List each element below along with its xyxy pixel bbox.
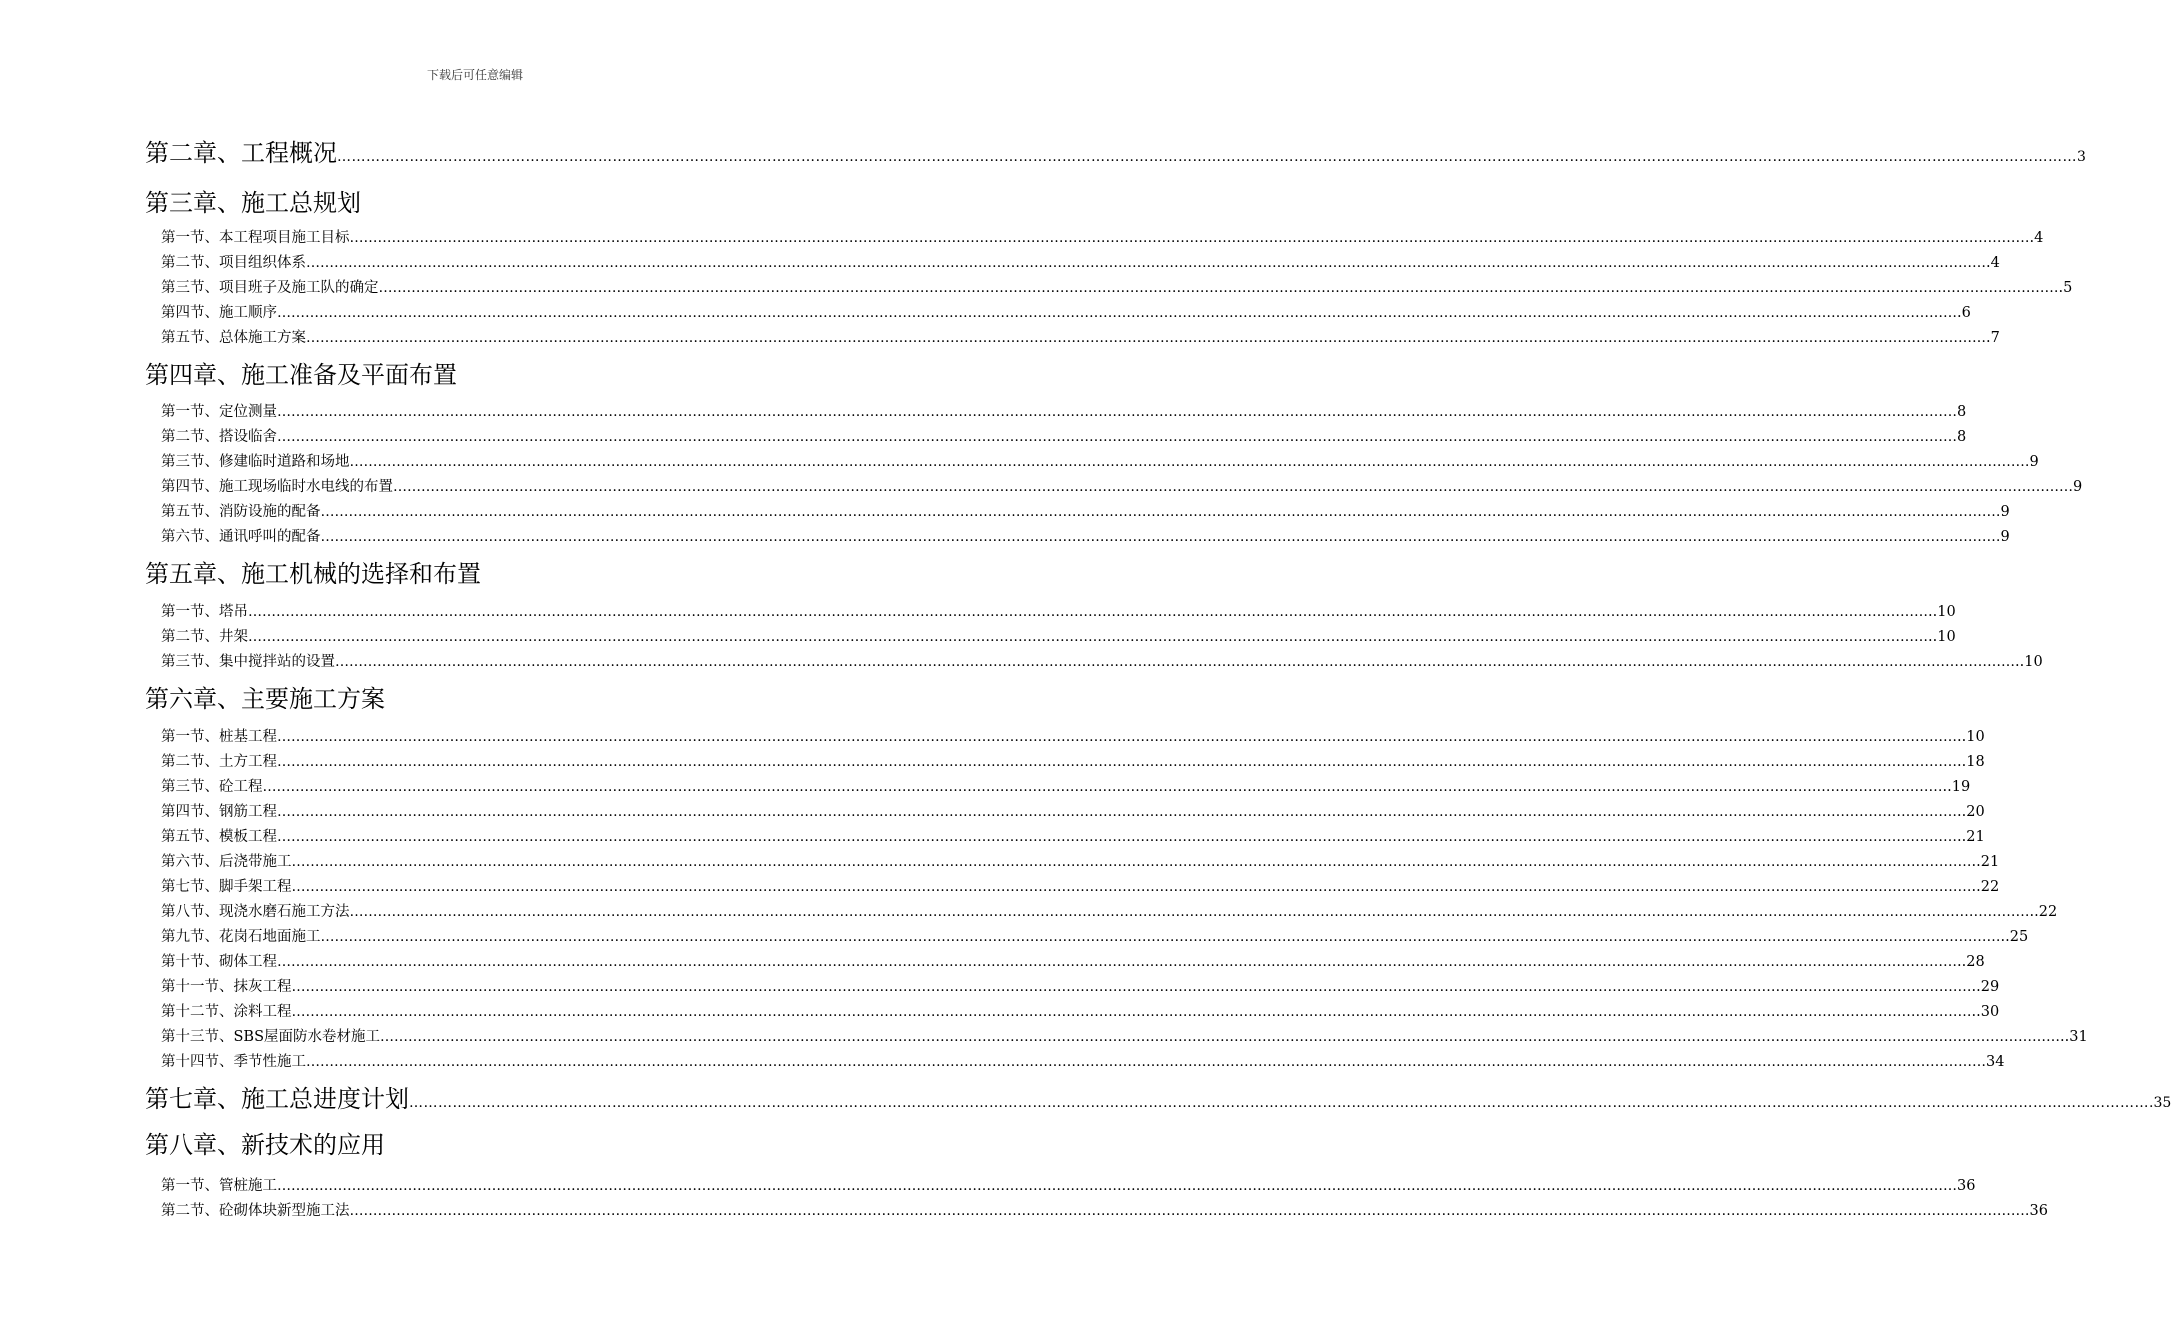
- dot-leader: ………………………………………………………………………………………………………………………………………………………………………………………………………………………………………………………………………………………………………………………………: [277, 829, 1957, 845]
- toc-section-entry[interactable]: [161, 901, 2058, 923]
- section-title: 第四节、施工顺序: [161, 305, 277, 321]
- page-number: 8: [1957, 429, 1967, 445]
- dot-leader: ………………………………………………………………………………………………………………………………………………………………………………………………………………………………………………………………………………………………………………………………: [277, 804, 1957, 820]
- toc-section-entry[interactable]: [161, 976, 2000, 998]
- section-title: 第四节、施工现场临时水电线的布置: [161, 479, 393, 495]
- toc-section-entry[interactable]: [161, 1200, 2048, 1222]
- toc-section-entry[interactable]: [161, 776, 1971, 798]
- chapter-title: 第三章、施工总规划: [145, 189, 361, 217]
- section-title: 第十一节、抹灰工程: [161, 979, 292, 995]
- dot-leader: ………………………………………………………………………………………………………………………………………………………………………………………………………………………………………………………………………………………………………………………………: [335, 654, 2015, 670]
- dot-leader: ………………………………………………………………………………………………………………………………………………………………………………………………………………………………………………………………………………………………………………………………: [320, 504, 2001, 520]
- toc-chapter-entry[interactable]: [145, 186, 361, 220]
- section-title: 第三节、集中搅拌站的设置: [161, 654, 335, 670]
- toc-section-entry[interactable]: [161, 826, 1985, 848]
- toc-section-entry[interactable]: [161, 476, 2083, 498]
- dot-leader: ………………………………………………………………………………………………………………………………………………………………………………………………………………………………………………………………………………………………………………………………: [277, 729, 1957, 745]
- dot-leader: ………………………………………………………………………………………………………………………………………………………………………………………………………………………………………………………………………………………………………………………………: [291, 1004, 1972, 1020]
- dot-leader: ………………………………………………………………………………………………………………………………………………………………………………………………………………………………………………………………………………………………………………………………: [262, 779, 1943, 795]
- dot-leader: ………………………………………………………………………………………………………………………………………………………………………………………………………………………………………………………………………………………………………………………………: [306, 255, 1986, 271]
- page-number: ..10: [2015, 654, 2043, 670]
- toc-section-entry[interactable]: [161, 751, 1985, 773]
- page-number: ..29: [1971, 979, 2000, 995]
- dot-leader: ………………………………………………………………………………………………………………………………………………………………………………………………………………………………………………………………………………………………………………………………: [306, 330, 1986, 346]
- page-number: ..28: [1957, 954, 1985, 970]
- toc-section-entry[interactable]: [161, 526, 2010, 548]
- dot-leader: ………………………………………………………………………………………………………………………………………………………………………………………………………………………………………………………………………………………………………………………………: [337, 149, 2077, 165]
- dot-leader: ………………………………………………………………………………………………………………………………………………………………………………………………………………………………………………………………………………………………………………………………: [349, 230, 2030, 246]
- chapter-title: 第六章、主要施工方案: [145, 685, 385, 713]
- page-number: .4: [1986, 255, 2000, 271]
- toc-chapter-entry[interactable]: [145, 1128, 385, 1162]
- dot-leader: ………………………………………………………………………………………………………………………………………………………………………………………………………………………………………………………………………………………………………………………………: [291, 979, 1972, 995]
- toc-chapter-entry[interactable]: [145, 1082, 2171, 1116]
- toc-section-entry[interactable]: [161, 227, 2044, 249]
- section-title: 第十节、砌体工程: [161, 954, 277, 970]
- toc-section-entry[interactable]: [161, 926, 2029, 948]
- chapter-title: 第七章、施工总进度计划: [145, 1085, 409, 1113]
- toc-section-entry[interactable]: [161, 951, 1985, 973]
- dot-leader: ………………………………………………………………………………………………………………………………………………………………………………………………………………………………………………………………………………………………………………………………: [378, 280, 2059, 296]
- section-title: 第八节、现浇水磨石施工方法: [161, 904, 350, 920]
- page-number: ..19: [1942, 779, 1971, 795]
- section-title: 第九节、花岗石地面施工: [161, 929, 321, 945]
- page-number: 36: [2029, 1203, 2048, 1219]
- chapter-title: 第八章、新技术的应用: [145, 1131, 385, 1159]
- toc-section-entry[interactable]: [161, 1175, 1976, 1197]
- toc-section-entry[interactable]: [161, 876, 2000, 898]
- page-number: .35: [2149, 1095, 2171, 1111]
- page-number: ..21: [1971, 854, 2000, 870]
- section-title: 第十四节、季节性施工: [161, 1054, 306, 1070]
- toc-chapter-entry[interactable]: [145, 557, 481, 591]
- dot-leader: ………………………………………………………………………………………………………………………………………………………………………………………………………………………………………………………………………………………………………………………………: [291, 879, 1972, 895]
- toc-section-entry[interactable]: [161, 626, 1956, 648]
- section-title: 第一节、塔吊: [161, 604, 248, 620]
- dot-leader: ………………………………………………………………………………………………………………………………………………………………………………………………………………………………………………………………………………………………………………………………: [306, 1054, 1986, 1070]
- section-title: 第二节、土方工程: [161, 754, 277, 770]
- toc-section-entry[interactable]: [161, 451, 2039, 473]
- toc-chapter-entry[interactable]: [145, 358, 457, 392]
- page-number: 36: [1957, 1178, 1976, 1194]
- page-number: ..25: [2000, 929, 2029, 945]
- dot-leader: ………………………………………………………………………………………………………………………………………………………………………………………………………………………………………………………………………………………………………………………………: [277, 954, 1957, 970]
- page-number: .7: [1986, 330, 2000, 346]
- dot-leader: ………………………………………………………………………………………………………………………………………………………………………………………………………………………………………………………………………………………………………………………………: [320, 529, 2001, 545]
- page-number: ..10: [1928, 604, 1956, 620]
- dot-leader: ………………………………………………………………………………………………………………………………………………………………………………………………………………………………………………………………………………………………………………………………: [349, 1203, 2030, 1219]
- toc-section-entry[interactable]: [161, 801, 1985, 823]
- section-title: 第十三节、SBS屋面防水卷材施工: [161, 1029, 381, 1045]
- section-title: 第二节、项目组织体系: [161, 255, 306, 271]
- section-title: 第三节、修建临时道路和场地: [161, 454, 350, 470]
- dot-leader: ………………………………………………………………………………………………………………………………………………………………………………………………………………………………………………………………………………………………………………………………: [277, 1178, 1957, 1194]
- section-title: 第五节、模板工程: [161, 829, 277, 845]
- page-number: .4: [2029, 230, 2044, 246]
- page-number: 9: [2000, 504, 2010, 520]
- chapter-title: 第五章、施工机械的选择和布置: [145, 560, 481, 588]
- section-title: 第五节、消防设施的配备: [161, 504, 321, 520]
- section-title: 第四节、钢筋工程: [161, 804, 277, 820]
- toc-chapter-entry[interactable]: [145, 136, 2086, 170]
- dot-leader: ………………………………………………………………………………………………………………………………………………………………………………………………………………………………………………………………………………………………………………………………: [277, 429, 1957, 445]
- page-number: ..22: [2029, 904, 2058, 920]
- toc-section-entry[interactable]: [161, 1026, 2088, 1048]
- dot-leader: ………………………………………………………………………………………………………………………………………………………………………………………………………………………………………………………………………………………………………………………………: [291, 854, 1972, 870]
- dot-leader: ………………………………………………………………………………………………………………………………………………………………………………………………………………………………………………………………………………………………………………………………: [380, 1029, 2061, 1045]
- toc-section-entry[interactable]: [161, 401, 1967, 423]
- toc-section-entry[interactable]: [161, 501, 2010, 523]
- section-title: 第一节、管桩施工: [161, 1178, 277, 1194]
- section-title: 第六节、通讯呼叫的配备: [161, 529, 321, 545]
- toc-section-entry[interactable]: [161, 1051, 2005, 1073]
- section-title: 第二节、井架: [161, 629, 248, 645]
- toc-section-entry[interactable]: [161, 601, 1956, 623]
- page-number: ..31: [2060, 1029, 2088, 1045]
- page-number: ..30: [1971, 1004, 2000, 1020]
- chapter-title: 第二章、工程概况: [145, 139, 337, 167]
- page-number: ..18: [1957, 754, 1985, 770]
- chapter-title: 第四章、施工准备及平面布置: [145, 361, 457, 389]
- page-number: ..10: [1957, 729, 1985, 745]
- section-title: 第二节、砼砌体块新型施工法: [161, 1203, 350, 1219]
- section-title: 第一节、本工程项目施工目标: [161, 230, 350, 246]
- dot-leader: ………………………………………………………………………………………………………………………………………………………………………………………………………………………………………………………………………………………………………………………………: [248, 604, 1928, 620]
- toc-section-entry[interactable]: [161, 651, 2043, 673]
- page-header: 下载后可任意编辑: [426, 68, 523, 82]
- page-number: 3: [2077, 149, 2086, 165]
- dot-leader: ………………………………………………………………………………………………………………………………………………………………………………………………………………………………………………………………………………………………………………………………: [248, 629, 1928, 645]
- section-title: 第三节、项目班子及施工队的确定: [161, 280, 379, 296]
- toc-section-entry[interactable]: [161, 726, 1985, 748]
- dot-leader: ………………………………………………………………………………………………………………………………………………………………………………………………………………………………………………………………………………………………………………………………: [393, 479, 2073, 495]
- dot-leader: ………………………………………………………………………………………………………………………………………………………………………………………………………………………………………………………………………………………………………………………………: [277, 305, 1957, 321]
- toc-section-entry[interactable]: [161, 1001, 2000, 1023]
- toc-chapter-entry[interactable]: [145, 682, 385, 716]
- page-number: 9: [2073, 479, 2083, 495]
- section-title: 第十二节、涂料工程: [161, 1004, 292, 1020]
- section-title: 第六节、后浇带施工: [161, 854, 292, 870]
- section-title: 第一节、定位测量: [161, 404, 277, 420]
- dot-leader: ………………………………………………………………………………………………………………………………………………………………………………………………………………………………………………………………………………………………………………………………: [277, 404, 1957, 420]
- page-number: ..10: [1928, 629, 1956, 645]
- page-number: ..20: [1957, 804, 1985, 820]
- toc-section-entry[interactable]: [161, 252, 2000, 274]
- section-title: 第二节、搭设临舍: [161, 429, 277, 445]
- page-number: 8: [1957, 404, 1967, 420]
- page-number: ..21: [1957, 829, 1985, 845]
- dot-leader: ………………………………………………………………………………………………………………………………………………………………………………………………………………………………………………………………………………………………………………………………: [320, 929, 2001, 945]
- page-number: .6: [1957, 305, 1971, 321]
- dot-leader: ………………………………………………………………………………………………………………………………………………………………………………………………………………………………………………………………………………………………………………………………: [349, 454, 2030, 470]
- page-number: 34: [1986, 1054, 2005, 1070]
- section-title: 第五节、总体施工方案: [161, 330, 306, 346]
- dot-leader: ………………………………………………………………………………………………………………………………………………………………………………………………………………………………………………………………………………………………………………………………: [277, 754, 1957, 770]
- page-number: 9: [2000, 529, 2010, 545]
- toc-section-entry[interactable]: [161, 851, 2000, 873]
- toc-section-entry[interactable]: [161, 426, 1967, 448]
- dot-leader: ………………………………………………………………………………………………………………………………………………………………………………………………………………………………………………………………………………………………………………………………: [409, 1095, 2149, 1111]
- section-title: 第七节、脚手架工程: [161, 879, 292, 895]
- page-number: 9: [2029, 454, 2039, 470]
- toc-section-entry[interactable]: [161, 327, 2000, 349]
- section-title: 第一节、桩基工程: [161, 729, 277, 745]
- toc-section-entry[interactable]: [161, 277, 2073, 299]
- page-number: .5: [2058, 280, 2073, 296]
- dot-leader: ………………………………………………………………………………………………………………………………………………………………………………………………………………………………………………………………………………………………………………………………: [349, 904, 2030, 920]
- page-number: ..22: [1971, 879, 2000, 895]
- toc-section-entry[interactable]: [161, 302, 1971, 324]
- section-title: 第三节、砼工程: [161, 779, 263, 795]
